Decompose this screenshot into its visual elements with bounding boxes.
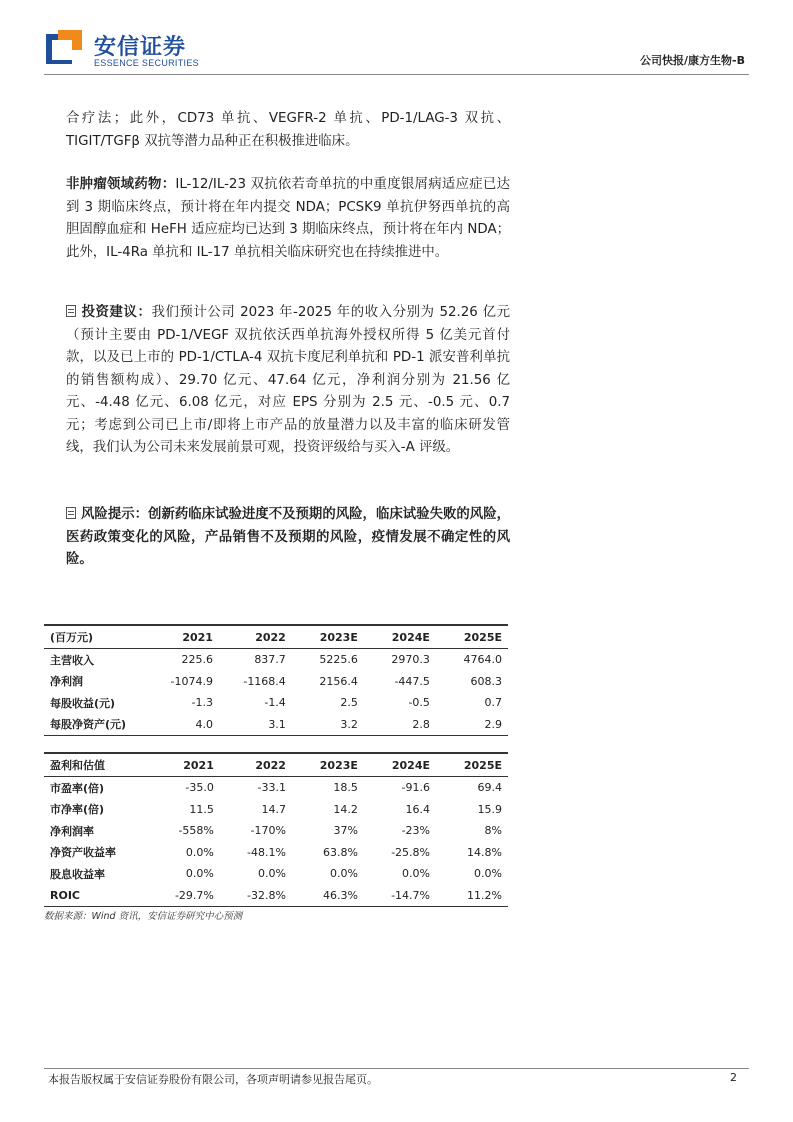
table-cell: 11.5 [189, 802, 214, 816]
table-cell: 4764.0 [463, 653, 502, 667]
paragraph-lead: 非肿瘤领域药物： [66, 177, 176, 192]
company-logo [44, 28, 204, 72]
table-cell: 0.7 [484, 696, 502, 710]
table-row [44, 692, 508, 714]
table-cell: 14.8% [467, 845, 502, 859]
table-cell: 837.7 [254, 653, 286, 667]
table-cell: 2.8 [364, 714, 436, 736]
paragraph-risk-warning [66, 504, 510, 572]
table-cell: 14.7 [261, 802, 286, 816]
table-header-cell: 2022 [219, 625, 292, 649]
table-cell: ROIC [44, 885, 148, 907]
table-cell: 16.4 [405, 802, 430, 816]
table-cell: -170% [250, 824, 286, 838]
table-row [44, 820, 508, 842]
table-cell: 18.5 [333, 781, 358, 795]
table-cell: 0.0% [185, 845, 214, 859]
paragraph-text: 合疗法；此外，CD73 单抗、VEGFR-2 单抗、PD-1/LAG-3 双抗、TIGIT/TGFβ 双抗等潜力品种正在积极推进临床。 [66, 111, 510, 149]
table-header-cell: 2021 [146, 625, 219, 649]
table-row [44, 799, 508, 821]
paragraph-pipeline [66, 108, 510, 153]
table-cell: -1.4 [264, 696, 286, 710]
table-header-cell: 2024E [364, 753, 436, 777]
table-cell: 3.2 [292, 714, 364, 736]
table-header-cell: (百万元) [44, 625, 146, 649]
logo-text-en: ESSENCE SECURITIES [94, 58, 199, 68]
table-cell: -25.8% [391, 845, 430, 859]
table-header-row [44, 625, 508, 649]
table-cell: -48.1% [247, 845, 286, 859]
table-cell: -0.5 [408, 696, 430, 710]
table-cell: 15.9 [477, 802, 502, 816]
table-cell: 0.0% [402, 867, 430, 881]
table-cell: 2.5 [340, 696, 358, 710]
paragraph-lead: 投资建议： [81, 305, 152, 320]
report-tag: 公司快报/康方生物-B [640, 54, 745, 67]
table-cell: -558% [178, 824, 214, 838]
table-cell: 69.4 [477, 781, 502, 795]
valuation-table [44, 752, 508, 907]
table-row [44, 649, 508, 671]
footer-divider [44, 1068, 749, 1069]
table-header-cell: 2023E [292, 753, 364, 777]
table-cell: 2970.3 [391, 653, 430, 667]
table-cell: 股息收益率 [50, 867, 105, 881]
paragraph-non-oncology [66, 174, 510, 264]
page-number: 2 [730, 1071, 737, 1084]
table-cell: 8% [484, 824, 502, 838]
table-header-row [44, 753, 508, 777]
table-cell: -91.6 [401, 781, 430, 795]
table-cell: -1074.9 [170, 674, 213, 688]
table-cell: 市盈率(倍) [50, 781, 105, 795]
table-cell: -32.8% [220, 885, 292, 907]
logo-mark-icon [44, 28, 84, 68]
table-cell: 0.0% [329, 867, 358, 881]
table-cell: -33.1 [257, 781, 286, 795]
data-source-note: 数据来源：Wind 资讯，安信证券研究中心预测 [44, 911, 243, 922]
paragraph-text: IL-12/IL-23 双抗依若奇单抗的中重度银屑病适应症已达到 3 期临床终点，预计将在年内提交 NDA；PCSK9 单抗伊努西单抗的高胆固醇血症和 HeFH 适应症均已达到 3 期临床终点，预计将在年内 NDA；此外，IL-4Ra 单抗和 IL-17 单抗相关临床研究也在持续推进中。 [66, 177, 510, 260]
header-divider [44, 74, 749, 75]
table-header-cell: 2024E [364, 625, 436, 649]
table-cell: -14.7% [364, 885, 436, 907]
table-cell: 净利润率 [50, 824, 94, 838]
table-cell: 每股收益(元) [50, 696, 116, 710]
table-cell: 608.3 [470, 674, 502, 688]
table-cell: -23% [401, 824, 430, 838]
table-cell: 0.0% [258, 867, 286, 881]
table-cell: 2.9 [436, 714, 508, 736]
document-icon [66, 507, 76, 519]
table-cell: 11.2% [436, 885, 508, 907]
table-row [44, 671, 508, 693]
table-row [44, 777, 508, 799]
table-cell: 14.2 [333, 802, 358, 816]
financial-summary-table [44, 624, 508, 736]
table-header-cell: 2023E [292, 625, 364, 649]
table-cell: 2156.4 [319, 674, 358, 688]
table-cell: -1168.4 [243, 674, 286, 688]
paragraph-investment-advice [66, 302, 510, 460]
footer-disclaimer: 本报告版权属于安信证券股份有限公司，各项声明请参见报告尾页。 [48, 1073, 378, 1086]
paragraph-text: 风险提示：创新药临床试验进度不及预期的风险，临床试验失败的风险，医药政策变化的风险，产品销售不及预期的风险，疫情发展不确定性的风险。 [66, 507, 510, 567]
table-cell: 主营收入 [50, 653, 94, 667]
table-cell: 63.8% [322, 845, 358, 859]
table-cell: 5225.6 [319, 653, 358, 667]
table-cell: 225.6 [181, 653, 213, 667]
table-cell: 净利润 [50, 675, 83, 689]
table-cell: -35.0 [185, 781, 214, 795]
table-cell: -447.5 [394, 674, 430, 688]
paragraph-text: 我们预计公司 2023 年-2025 年的收入分别为 52.26 亿元（预计主要由 PD-1/VEGF 双抗依沃西单抗海外授权所得 5 亿美元首付款，以及已上市的 PD-1/CTLA-4 双抗卡度尼利单抗和 PD-1 派安普利单抗的销售额构成）、29.70 亿元、47.64 亿元，净利润分别为 21.56 亿元、-4.48 亿元、6.08 亿元，对应 EPS 分别为 2.5 元、-0.5 元、0.7 元；考虑到公司已上市/即将上市产品的放量潜力以及丰富的临床研发管线，我们认为公司未来发展前景可观，投资评级给与买入-A 评级。 [66, 305, 511, 455]
logo-text-cn: 安信证券 [94, 35, 187, 60]
table-cell: 0.0% [474, 867, 502, 881]
table-cell: 净资产收益率 [50, 846, 116, 860]
table-cell: -1.3 [191, 696, 213, 710]
table-cell: -29.7% [148, 885, 220, 907]
table-row [44, 842, 508, 864]
table-row [44, 714, 508, 736]
document-icon [66, 305, 76, 317]
table-cell: 46.3% [292, 885, 364, 907]
table-row [44, 863, 508, 885]
table-cell: 0.0% [185, 867, 214, 881]
table-header-cell: 2022 [220, 753, 292, 777]
table-header-cell: 2025E [436, 753, 508, 777]
table-cell: 3.1 [219, 714, 292, 736]
table-header-cell: 2021 [148, 753, 220, 777]
table-header-cell: 盈利和估值 [44, 753, 148, 777]
table-cell: 市净率(倍) [50, 803, 105, 817]
table-cell: 37% [333, 824, 358, 838]
table-cell: 4.0 [146, 714, 219, 736]
table-header-cell: 2025E [436, 625, 508, 649]
table-row [44, 885, 508, 907]
table-cell: 每股净资产(元) [44, 714, 146, 736]
